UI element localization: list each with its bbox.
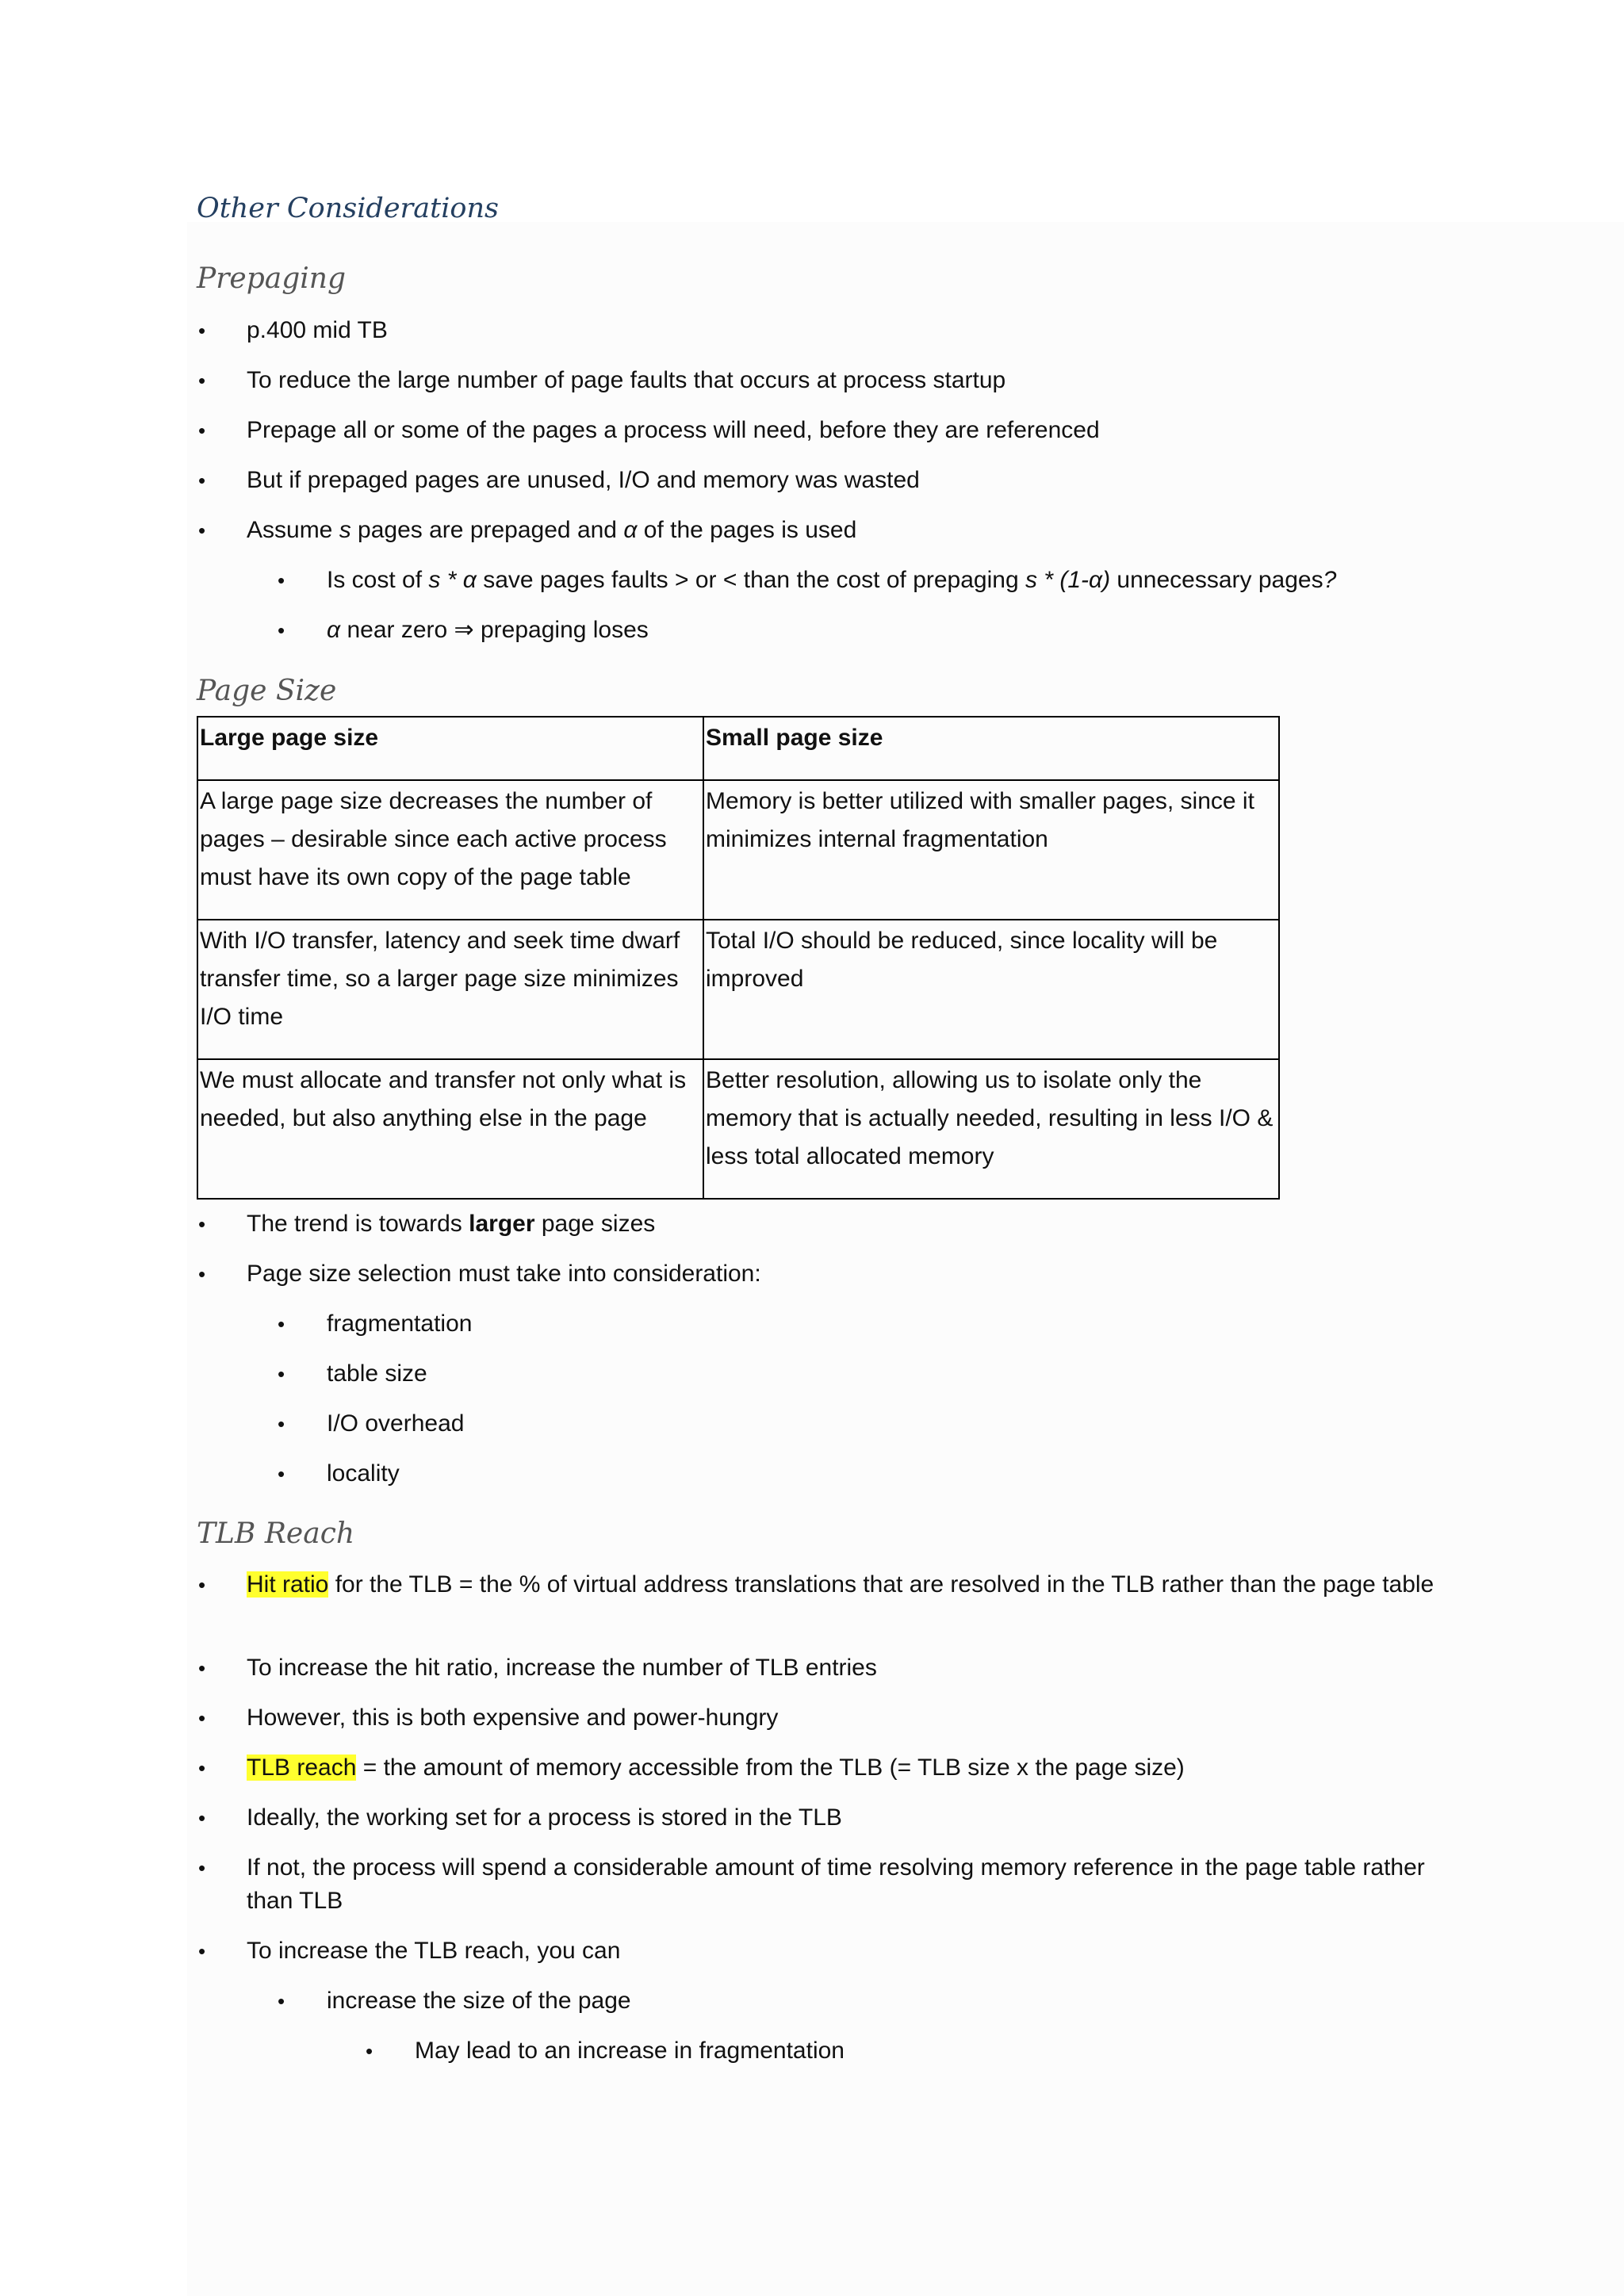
emphasis: larger — [469, 1211, 535, 1237]
list-item: However, this is both expensive and power-hungry — [247, 1705, 779, 1731]
text: Is cost of — [327, 567, 429, 593]
list-item: table size — [327, 1360, 427, 1387]
list-item-hit-ratio — [247, 1568, 1452, 1601]
bullet: • — [278, 1462, 285, 1486]
variable-s: s — [339, 517, 351, 543]
table-cell: Better resolution, allowing us to isolate only the memory that is actually needed, resulting in less I/O & less total allocated memory — [703, 1059, 1279, 1199]
list-item: Page size selection must take into consideration: — [247, 1261, 761, 1287]
table-cell: Memory is better utilized with smaller pages, since it minimizes internal fragmentation — [703, 780, 1279, 920]
text: near zero ⇒ prepaging loses — [340, 617, 649, 643]
heading-prepaging: Prepaging — [197, 262, 347, 295]
formula: s * α — [428, 567, 477, 593]
bullet: • — [198, 1939, 206, 1963]
bullet: • — [278, 618, 285, 642]
bullet: • — [198, 1856, 206, 1880]
bullet: • — [198, 419, 206, 442]
bullet: • — [198, 1262, 206, 1286]
bullet: • — [198, 319, 206, 342]
list-item-alpha — [327, 614, 649, 647]
bullet: • — [278, 568, 285, 592]
highlighted-term: Hit ratio — [247, 1571, 329, 1598]
list-item: increase the size of the page — [327, 1988, 631, 2014]
bullet: • — [198, 1806, 206, 1830]
table-cell: With I/O transfer, latency and seek time dwarf transfer time, so a larger page size minimizes I/O time — [197, 920, 703, 1059]
bullet: • — [278, 1362, 285, 1386]
bullet: • — [366, 2039, 373, 2063]
bullet: • — [198, 1656, 206, 1680]
table-row — [197, 1059, 1279, 1199]
list-item-assume — [247, 514, 856, 547]
text: The trend is towards — [247, 1211, 469, 1237]
text: ? — [1323, 567, 1337, 593]
text: pages are prepaged and — [350, 517, 624, 543]
list-item: To increase the TLB reach, you can — [247, 1938, 621, 1964]
list-item: Prepage all or some of the pages a process will need, before they are referenced — [247, 417, 1100, 443]
bullet: • — [278, 1312, 285, 1336]
list-item: p.400 mid TB — [247, 317, 388, 343]
text: of the pages is used — [637, 517, 857, 543]
table-row — [197, 780, 1279, 920]
text: Assume — [247, 517, 339, 543]
list-item: fragmentation — [327, 1311, 473, 1337]
table-header-row — [197, 717, 1279, 780]
list-item: I/O overhead — [327, 1410, 465, 1437]
variable-alpha: α — [327, 617, 341, 643]
highlighted-term: TLB reach — [247, 1755, 357, 1781]
bullet: • — [198, 1573, 206, 1597]
list-item: Ideally, the working set for a process is stored in the TLB — [247, 1804, 842, 1831]
list-item: To increase the hit ratio, increase the number of TLB entries — [247, 1655, 877, 1681]
table-cell: Total I/O should be reduced, since locality will be improved — [703, 920, 1279, 1059]
list-item: May lead to an increase in fragmentation — [415, 2038, 845, 2064]
list-item: To reduce the large number of page faults that occurs at process startup — [247, 367, 1006, 393]
heading-other-considerations: Other Considerations — [197, 193, 499, 224]
list-item-tlb-reach — [247, 1751, 1185, 1785]
text: save pages faults > or < than the cost of prepaging — [476, 567, 1025, 593]
list-item: But if prepaged pages are unused, I/O and memory was wasted — [247, 467, 920, 493]
heading-page-size: Page Size — [197, 675, 337, 707]
bullet: • — [198, 369, 206, 392]
table-cell: We must allocate and transfer not only what is needed, but also anything else in the page — [197, 1059, 703, 1199]
bullet: • — [198, 469, 206, 492]
bullet: • — [198, 1756, 206, 1780]
table-header: Large page size — [197, 717, 703, 780]
bullet: • — [198, 1212, 206, 1236]
heading-tlb-reach: TLB Reach — [197, 1517, 355, 1550]
formula: s * (1-α) — [1025, 567, 1111, 593]
bullet: • — [198, 519, 206, 542]
list-item-cost — [327, 564, 1336, 597]
table-cell: A large page size decreases the number of pages – desirable since each active process must have its own copy of the page table — [197, 780, 703, 920]
text: = the amount of memory accessible from the TLB (= TLB size x the page size) — [356, 1755, 1185, 1781]
text: unnecessary pages — [1110, 567, 1323, 593]
text: for the TLB = the % of virtual address translations that are resolved in the TLB rather than the page table — [328, 1571, 1434, 1598]
page-size-table — [197, 716, 1280, 1200]
bullet: • — [198, 1706, 206, 1730]
list-item: If not, the process will spend a considerable amount of time resolving memory reference in the page table rather than TLB — [247, 1854, 1425, 1914]
text: page sizes — [534, 1211, 656, 1237]
list-item: locality — [327, 1460, 400, 1487]
bullet: • — [278, 1989, 285, 2013]
variable-alpha: α — [623, 517, 638, 543]
table-header: Small page size — [703, 717, 1279, 780]
table-row — [197, 920, 1279, 1059]
list-item-trend — [247, 1207, 655, 1241]
bullet: • — [278, 1412, 285, 1436]
